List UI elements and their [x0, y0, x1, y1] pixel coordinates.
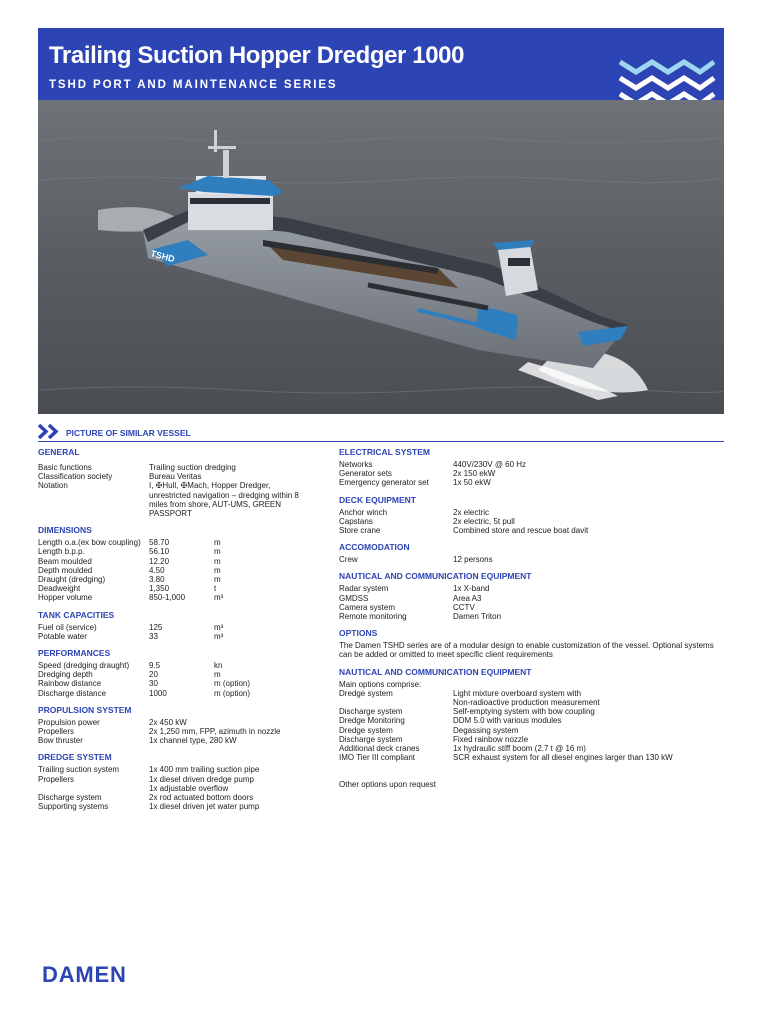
page-title: Trailing Suction Hopper Dredger 1000 — [49, 42, 465, 69]
spec-label: Bow thruster — [38, 736, 83, 746]
spec-value: DDM 5.0 with various modules — [453, 716, 562, 726]
spec-unit: m (option) — [214, 688, 251, 698]
spec-unit: kn — [214, 661, 223, 671]
spec-row — [38, 557, 328, 566]
spec-unit: m³ — [214, 593, 224, 603]
vessel-illustration — [38, 100, 724, 414]
spec-row — [339, 612, 724, 621]
spec-value: 2x 150 ekW — [453, 469, 496, 479]
spec-unit: m — [214, 556, 221, 566]
spec-unit: m — [214, 565, 221, 575]
spec-value: 2x electric — [453, 507, 490, 517]
spec-column-right — [339, 447, 724, 797]
section-title: GENERAL — [38, 447, 80, 457]
spec-row — [38, 593, 328, 602]
section-title: NAUTICAL AND COMMUNICATION EQUIPMENT — [339, 571, 532, 582]
section-dredge-system — [38, 752, 328, 811]
spec-value: 1000 — [149, 688, 167, 698]
section-deck-equipment — [339, 495, 724, 536]
spec-label: Remote monitoring — [339, 612, 407, 622]
spec-label: Potable water — [38, 631, 87, 641]
spec-value: Damen Triton — [453, 612, 502, 622]
spec-row — [339, 698, 724, 707]
spec-value: 3.80 — [149, 575, 165, 585]
double-chevron-icon — [38, 424, 60, 439]
spec-row — [38, 784, 328, 793]
spec-row — [339, 469, 724, 478]
divider — [38, 441, 724, 442]
spec-value: Bureau Veritas — [149, 472, 202, 482]
spec-value: 1x adjustable overflow — [149, 783, 229, 793]
spec-label: Dredge Monitoring — [339, 716, 405, 726]
spec-row — [339, 753, 724, 762]
spec-row — [339, 735, 724, 744]
spec-label: Beam moulded — [38, 556, 92, 566]
spec-value: CCTV — [453, 602, 475, 612]
spec-label: Emergency generator set — [339, 478, 429, 488]
section-title: DREDGE SYSTEM — [38, 752, 112, 763]
spec-row — [38, 679, 328, 688]
section-title: TANK CAPACITIES — [38, 609, 115, 620]
spec-value: Self-emptying system with bow coupling — [453, 707, 595, 717]
spec-label: Radar system — [339, 584, 389, 594]
spec-label: Dredge system — [339, 688, 393, 698]
spec-label: Notation — [38, 481, 68, 491]
spec-label: GMDSS — [339, 593, 369, 603]
spec-row — [339, 726, 724, 735]
spec-value: 12 persons — [453, 555, 493, 565]
spec-row — [339, 689, 724, 698]
spec-value: 58.70 — [149, 538, 170, 548]
spec-label: Rainbow distance — [38, 679, 102, 689]
spec-value: Non-radioactive production measurement — [453, 698, 600, 708]
spec-value: 1x hydraulic stiff boom (2.7 t @ 16 m) — [453, 744, 586, 754]
spec-label: Discharge system — [339, 707, 403, 717]
spec-label: Additional deck cranes — [339, 744, 420, 754]
spec-value: Degassing system — [453, 725, 519, 735]
spec-row — [339, 555, 724, 564]
spec-row — [38, 670, 328, 679]
section-nautical-options — [339, 667, 724, 790]
spec-row — [339, 716, 724, 725]
spec-label: Camera system — [339, 602, 396, 612]
section-title: DIMENSIONS — [38, 525, 92, 536]
spec-label: Store crane — [339, 526, 381, 536]
section-propulsion — [38, 705, 328, 746]
spec-row — [38, 632, 328, 641]
spec-label: Propulsion power — [38, 717, 100, 727]
spec-row — [38, 802, 328, 811]
spec-row — [339, 508, 724, 517]
spec-label: Speed (dredging draught) — [38, 661, 130, 671]
spec-label: Discharge system — [38, 793, 102, 803]
spec-value: 4.50 — [149, 565, 165, 575]
spec-label — [38, 784, 149, 793]
spec-row — [38, 689, 328, 698]
spec-row — [38, 736, 328, 745]
spec-label: Draught (dredging) — [38, 575, 106, 585]
spec-row — [38, 481, 328, 518]
spec-label: Generator sets — [339, 469, 392, 479]
spec-row — [38, 472, 328, 481]
spec-label — [339, 698, 453, 707]
section-tank-capacities — [38, 610, 328, 641]
section-title: DECK EQUIPMENT — [339, 494, 416, 505]
spec-unit: m — [214, 538, 221, 548]
spec-row — [38, 775, 328, 784]
section-title: PROPULSION SYSTEM — [38, 704, 132, 715]
spec-value: 1,350 — [149, 584, 170, 594]
page-subtitle: TSHD PORT AND MAINTENANCE SERIES — [49, 79, 338, 91]
spec-label: Basic functions — [38, 463, 92, 472]
spec-row — [38, 623, 328, 632]
spec-value: 1x 50 ekW — [453, 478, 491, 488]
spec-value: Trailing suction dredging — [149, 463, 236, 472]
spec-value: 56.10 — [149, 547, 170, 557]
spec-value: 440V/230V @ 60 Hz — [453, 460, 527, 469]
spec-value: 2x 1,250 mm, FPP, azimuth in nozzle — [149, 727, 281, 737]
spec-value: 20 — [149, 670, 158, 680]
section-nautical — [339, 571, 724, 621]
spec-unit: m — [214, 575, 221, 585]
spec-row — [339, 526, 724, 535]
spec-value: Area A3 — [453, 593, 482, 603]
spec-value: 1x 400 mm trailing suction pipe — [149, 765, 260, 775]
spec-label: Networks — [339, 460, 373, 469]
spec-row — [38, 547, 328, 556]
spec-row — [38, 793, 328, 802]
vessel-photo — [38, 100, 724, 414]
spec-value: Light mixture overboard system with — [453, 688, 582, 698]
spec-row — [339, 603, 724, 612]
spec-row — [38, 566, 328, 575]
spec-row — [38, 661, 328, 670]
section-electrical — [339, 447, 724, 488]
spec-row — [38, 718, 328, 727]
spec-unit: m³ — [214, 622, 224, 632]
spec-label: Anchor winch — [339, 507, 388, 517]
spec-label: Propellers — [38, 774, 75, 784]
spec-row — [339, 478, 724, 487]
spec-value: 1x diesel driven dredge pump — [149, 774, 254, 784]
options-footer: Other options upon request — [339, 780, 436, 790]
spec-label: IMO Tier III compliant — [339, 753, 416, 763]
spec-value: 2x electric, 5t pull — [453, 516, 515, 526]
spec-value: 850-1,000 — [149, 593, 186, 603]
spec-unit: m — [214, 670, 221, 680]
spec-row — [339, 707, 724, 716]
options-text: The Damen TSHD series are of a modular design to enable customization of the vessel. Optional systems can be added or omitted to meet specific client requirements — [339, 641, 714, 660]
spec-label: Dredge system — [339, 725, 393, 735]
section-accomodation — [339, 542, 724, 564]
spec-row — [38, 727, 328, 736]
spec-label: Propellers — [38, 727, 75, 737]
spec-value: 2x rod actuated bottom doors — [149, 793, 254, 803]
options-intro: Main options comprise: — [339, 679, 422, 689]
spec-row — [38, 538, 328, 547]
spec-value: Fixed rainbow nozzle — [453, 734, 529, 744]
spec-label: Trailing suction system — [38, 765, 120, 775]
spec-value: 33 — [149, 631, 158, 641]
spec-label: Length o.a.(ex bow coupling) — [38, 538, 141, 548]
spec-value: 1x channel type, 280 kW — [149, 736, 237, 746]
header-banner — [38, 28, 724, 100]
spec-row — [38, 575, 328, 584]
spec-row — [339, 744, 724, 753]
section-general — [38, 447, 328, 518]
section-title: ELECTRICAL SYSTEM — [339, 447, 430, 457]
spec-unit: t — [214, 584, 217, 594]
spec-row — [38, 584, 328, 593]
spec-label: Fuel oil (service) — [38, 622, 97, 632]
spec-label: Crew — [339, 555, 358, 565]
spec-row — [339, 584, 724, 593]
spec-label: Hopper volume — [38, 593, 93, 603]
spec-unit: m³ — [214, 631, 224, 641]
spec-column-left — [38, 447, 328, 818]
spec-value: I, ✠Hull, ✠Mach, Hopper Dredger, unrestricted navigation – dredging within 8 miles from shore, AUT-UMS, GREEN PASSPORT — [149, 481, 299, 519]
spec-label: Discharge system — [339, 734, 403, 744]
section-title: PERFORMANCES — [38, 648, 111, 659]
spec-label: Classification society — [38, 472, 113, 482]
spec-value: 1x diesel driven jet water pump — [149, 802, 260, 812]
caption-text: PICTURE OF SIMILAR VESSEL — [66, 428, 191, 438]
section-title: NAUTICAL AND COMMUNICATION EQUIPMENT — [339, 666, 532, 677]
section-performances — [38, 648, 328, 698]
section-options — [339, 628, 724, 659]
spec-value: Combined store and rescue boat davit — [453, 526, 589, 536]
spec-row — [339, 594, 724, 603]
section-dimensions — [38, 525, 328, 602]
spec-label: Dredging depth — [38, 670, 93, 680]
spec-label: Length b.p.p. — [38, 547, 85, 557]
spec-label: Depth moulded — [38, 565, 93, 575]
spec-row — [339, 517, 724, 526]
spec-row — [38, 463, 328, 472]
spec-row — [339, 460, 724, 469]
spec-unit: m (option) — [214, 679, 251, 689]
spec-value: 1x X-band — [453, 584, 490, 594]
spec-value: 125 — [149, 622, 163, 632]
spec-label: Supporting systems — [38, 802, 109, 812]
section-title: ACCOMODATION — [339, 542, 410, 553]
spec-value: SCR exhaust system for all diesel engines larger than 130 kW — [453, 753, 673, 763]
spec-value: 12.20 — [149, 556, 170, 566]
spec-value: 2x 450 kW — [149, 717, 187, 727]
spec-label: Deadweight — [38, 584, 81, 594]
hull-marking: TSHD — [149, 248, 176, 265]
section-title: OPTIONS — [339, 628, 378, 639]
spec-unit: m — [214, 547, 221, 557]
spec-label: Discharge distance — [38, 688, 107, 698]
damen-logo: DAMEN — [42, 962, 127, 987]
spec-value: 30 — [149, 679, 158, 689]
spec-label: Capstans — [339, 516, 373, 526]
spec-row — [38, 765, 328, 774]
spec-value: 9.5 — [149, 661, 161, 671]
